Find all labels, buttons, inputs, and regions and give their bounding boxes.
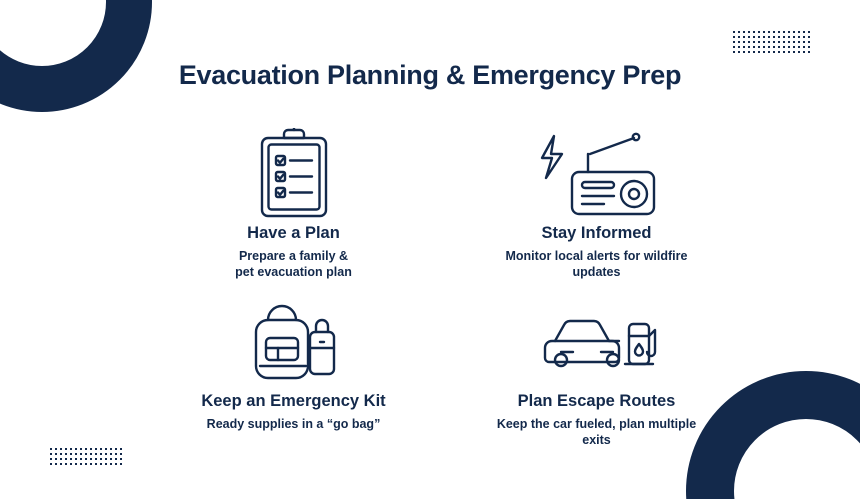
tip-description <box>235 248 352 281</box>
tips-row-1 <box>150 126 740 280</box>
decoration-dot-grid-top-right <box>733 31 811 57</box>
tip-description-line-1: Prepare a family & <box>238 248 349 263</box>
tip-title: Stay Informed <box>541 224 652 242</box>
radio-alert-icon <box>530 126 664 222</box>
page-title: Evacuation Planning & Emergency Prep <box>178 60 682 90</box>
tip-description: Monitor local alerts for wildfire updates <box>505 248 688 280</box>
tips-row-2 <box>150 294 740 448</box>
tips-grid <box>150 126 740 449</box>
car-fuel-pump-icon <box>537 294 657 390</box>
tip-title: Keep an Emergency Kit <box>201 392 386 411</box>
clipboard-checklist-icon <box>254 126 334 222</box>
tip-description-line-2: pet evacuation plan <box>235 265 352 280</box>
decoration-dot-grid-bottom-left <box>50 448 123 469</box>
tip-description: Ready supplies in a “go bag” <box>206 417 381 432</box>
tip-description: Keep the car fueled, plan multiple exits <box>496 417 697 448</box>
tip-title: Have a Plan <box>247 224 340 242</box>
backpack-go-bag-icon <box>242 294 346 390</box>
tip-title: Plan Escape Routes <box>517 392 676 411</box>
decoration-arc-top-left <box>0 0 152 112</box>
tip-item-stay-informed <box>445 126 740 280</box>
tip-item-escape-routes <box>445 294 740 448</box>
tip-item-emergency-kit <box>150 294 445 448</box>
tip-item-have-a-plan <box>150 126 445 280</box>
